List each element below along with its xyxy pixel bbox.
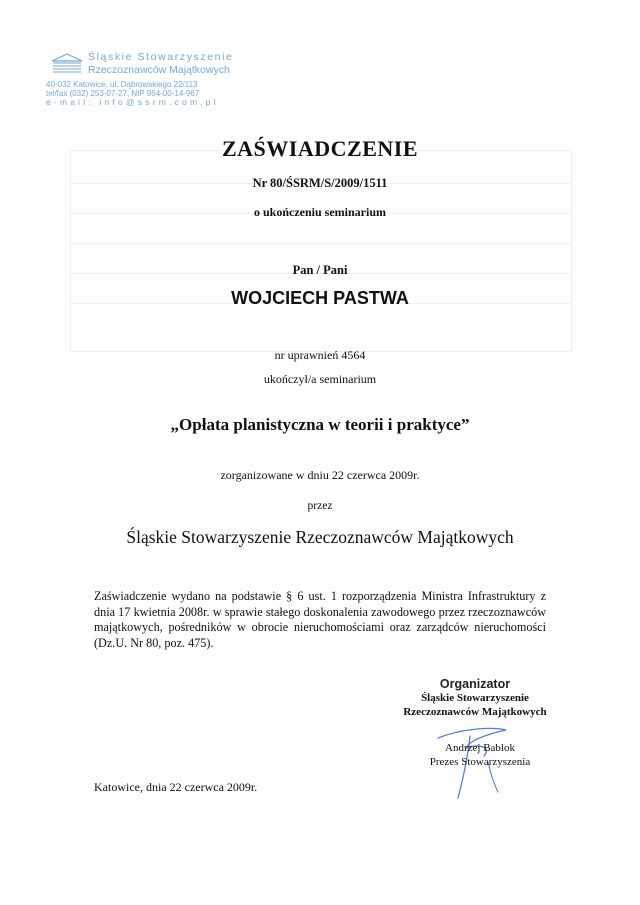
letterhead-email: e-mail: info@ssrm.com.pl	[46, 97, 219, 107]
organizer-org-line2: Rzeczoznawców Majątkowych	[403, 706, 547, 718]
letterhead-contact	[46, 80, 219, 107]
certificate-title: ZAŚWIADCZENIE	[222, 136, 418, 161]
place-and-date: Katowice, dnia 22 czerwca 2009r.	[94, 780, 258, 794]
by-line: przez	[307, 500, 333, 512]
association-logo-icon	[50, 52, 84, 74]
completion-line: o ukończeniu seminarium	[253, 205, 386, 219]
completed-line: ukończył/a seminarium	[263, 372, 377, 386]
letterhead-phone: tel/fax (032) 253-07-27, NIP 954-00-14-967	[46, 89, 200, 98]
salutation: Pan / Pani	[292, 263, 348, 277]
signer-name: Andrzej Bablok	[445, 742, 515, 754]
letterhead-org-line1: Śląskie Stowarzyszenie	[88, 51, 234, 63]
letterhead-org-line2: Rzeczoznawców Majątkowych	[88, 64, 230, 76]
legal-basis-paragraph: Zaświadczenie wydano na podstawie § 6 ust. 1 rozporządzenia Ministra Infrastruktury z dnia 17 kwietnia 2008r. w sprawie stałego doskonalenia zawodowego przez rzeczoznawców majątkowych, pośredników w obrocie nieruchomościami oraz zarządców nieruchomości (Dz.U. Nr 80, poz. 475).	[94, 589, 546, 650]
letterhead-address: 40-032 Katowice, ul. Dąbrowskiego 22/113	[46, 80, 198, 89]
license-number: nr uprawnień 4564	[274, 348, 366, 362]
organized-date: zorganizowane w dniu 22 czerwca 2009r.	[220, 468, 420, 482]
organizer-org-line1: Śląskie Stowarzyszenie	[421, 692, 529, 704]
signer-block	[400, 741, 560, 769]
organizer-name: Śląskie Stowarzyszenie Rzeczoznawców Majątkowych	[126, 527, 514, 547]
certificate-number: Nr 80/ŚSRM/S/2009/1511	[252, 176, 388, 190]
organizer-label: Organizator	[439, 677, 511, 691]
seminar-title: „Opłata planistyczna w teorii i praktyce”	[170, 415, 470, 434]
participant-name: WOJCIECH PASTWA	[231, 288, 409, 308]
signer-role: Prezes Stowarzyszenia	[429, 756, 531, 768]
